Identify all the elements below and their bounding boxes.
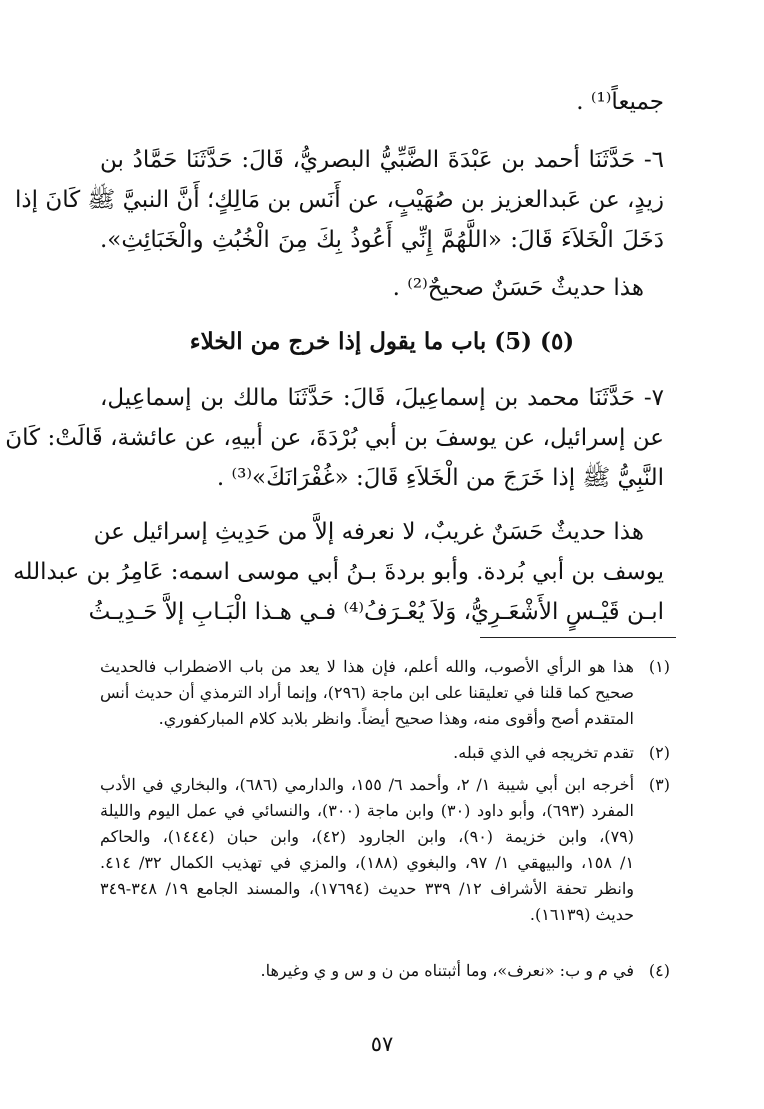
page-number: ٥٧ bbox=[370, 1032, 394, 1056]
footnote-3 bbox=[100, 772, 670, 928]
commentary-line-3: ابـن قَيْـسٍ الأَشْعَـرِيُّ، وَلاَ يُعْـرَفُ⁽⁴⁾ فـي هـذا الْبَـابِ إلاَّ حَـدِيـثُ bbox=[88, 599, 664, 625]
commentary-line-1: هذا حديثٌ حَسَنٌ غريبٌ، لا نعرفه إلاَّ من حَدِيثِ إسرائيل عن bbox=[93, 519, 644, 545]
footnote-2 bbox=[100, 740, 670, 766]
footnote-line: أخرجه ابن أبي شيبة ١/ ٢، وأحمد ٦/ ١٥٥، والدارمي (٦٨٦)، والبخاري في الأدب bbox=[100, 775, 635, 794]
footnote-line: في م و ب: «نعرف»، وما أثبتناه من ن و س و ي وغيرها. bbox=[260, 961, 634, 980]
text-line-continuation: جميعاً⁽¹⁾ . bbox=[576, 89, 664, 115]
footnote-number: (١) bbox=[648, 657, 670, 676]
commentary-line-2: يوسف بن أبي بُردة. وأبو بردةَ بـنُ أبي موسى اسمه: عَامِرُ بن عبدالله bbox=[13, 559, 664, 585]
footnote-line: (٧٩)، وابن خزيمة (٩٠)، وابن الجارود (٤٢)، وابن حبان (١٤٤٤)، والحاكم bbox=[100, 827, 634, 846]
footnote-line: المتقدم أصح وأقوى منه، وهذا صحيح أيضاً. وانظر بلابد كلام المباركفوري. bbox=[158, 709, 634, 728]
hadith-7-line-2: عن إسرائيل، عن يوسفَ بن أبي بُرْدَةَ، عن أبيهِ، عن عائشة، قَالَتْ: كَانَ bbox=[5, 425, 664, 451]
footnote-line: حديث (١٦١٣٩). bbox=[529, 905, 634, 924]
footnote-1 bbox=[100, 654, 670, 732]
footnote-line: المفرد (٦٩٣)، وأبو داود (٣٠) وابن ماجة (٣٠٠)، والنسائي في عمل اليوم والليلة bbox=[100, 801, 634, 820]
footnote-line: هذا هو الرأي الأصوب، والله أعلم، فإن هذا لا يعد من باب الاضطراب فالحديث bbox=[100, 657, 634, 676]
hadith-7-line-3: النَّبِيُّ ﷺ إذا خَرَجَ من الْخَلاَءِ قَالَ: «غُفْرَانَكَ»⁽³⁾ . bbox=[216, 465, 664, 491]
chapter-heading: (٥) (5) باب ما يقول إذا خرج من الخلاء bbox=[189, 328, 575, 355]
hadith-6-line-1: ٦- حَدَّثَنَا أحمد بن عَبْدَةَ الضَّبِّيُّ البصريُّ، قَالَ: حَدَّثَنَا حَمَّادُ بن bbox=[100, 147, 664, 173]
footnote-number: (٤) bbox=[648, 961, 670, 980]
footnote-line: وانظر تحفة الأشراف ١٢/ ٣٣٩ حديث (١٧٦٩٤)، والمسند الجامع ١٩/ ٣٤٨-٣٤٩ bbox=[100, 879, 635, 898]
footnote-number: (٢) bbox=[648, 743, 670, 762]
footnote-line: ١/ ١٥٨، والبيهقي ١/ ٩٧، والبغوي (١٨٨)، والمزي في تهذيب الكمال ٣٢/ ٤١٤. bbox=[100, 853, 635, 872]
footnote-divider bbox=[480, 637, 676, 638]
footnote-line: تقدم تخريجه في الذي قبله. bbox=[453, 743, 634, 762]
hadith-7-line-1: ٧- حَدَّثَنَا محمد بن إسماعِيلَ، قَالَ: حَدَّثَنَا مالك بن إسماعِيل، bbox=[100, 385, 664, 411]
footnote-number: (٣) bbox=[648, 775, 670, 794]
hadith-6-grading: هذا حديثٌ حَسَنٌ صحيحٌ⁽²⁾ . bbox=[392, 275, 644, 301]
hadith-6-line-3: دَخَلَ الْخَلاَءَ قَالَ: «اللَّهُمَّ إِنِّي أَعُوذُ بِكَ مِنَ الْخُبُثِ والْخَبَائِثِ». bbox=[100, 227, 664, 253]
hadith-6-line-2: زيدٍ، عن عَبدالعزيز بن صُهَيْبٍ، عن أَنَس بن مَالِكٍ؛ أَنَّ النبيَّ ﷺ كَانَ إذا bbox=[15, 187, 664, 213]
footnote-line: صحيح كما قلنا في تعليقنا على ابن ماجة (٢٩٦)، وإنما أراد الترمذي أن حديث أنس bbox=[100, 683, 635, 702]
footnote-4 bbox=[100, 958, 670, 984]
